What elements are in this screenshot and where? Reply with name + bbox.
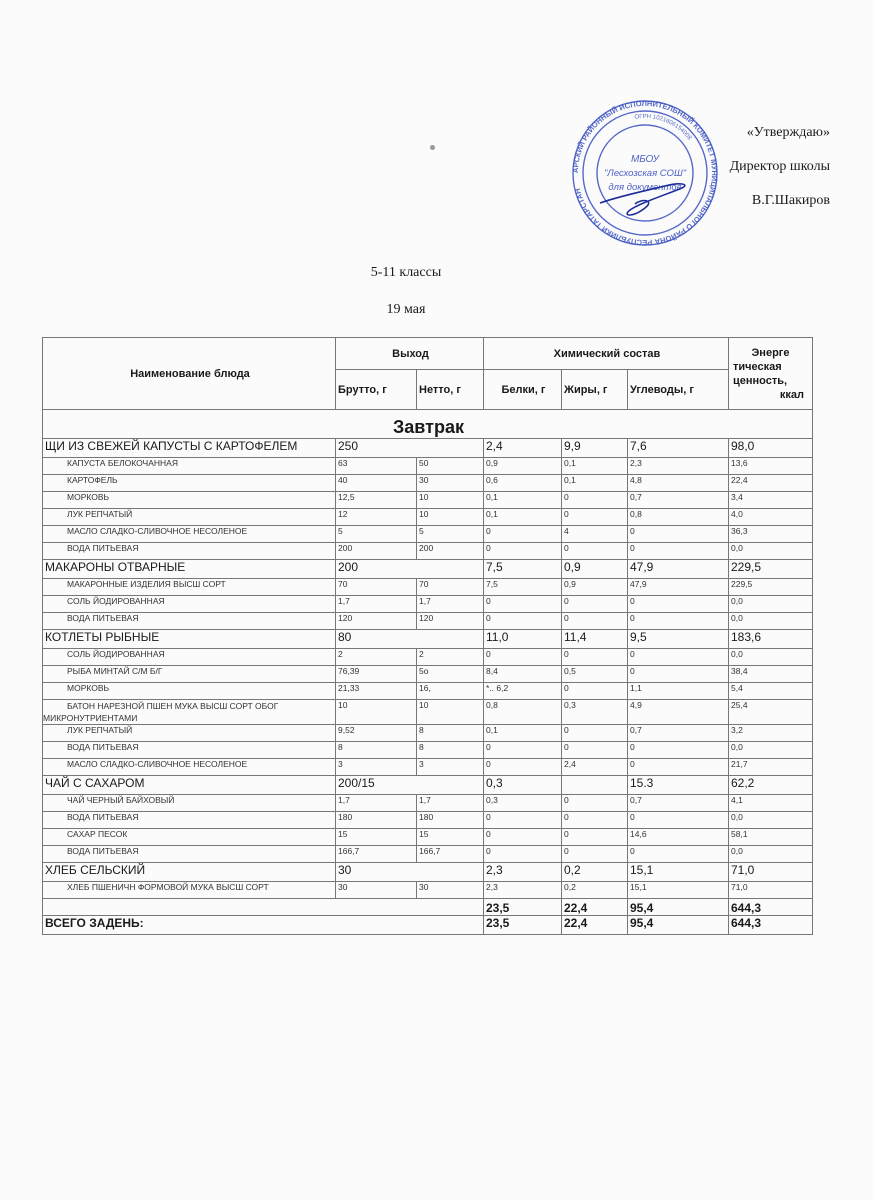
cell-energy: 36,3	[729, 526, 813, 543]
cell-proteins: 0	[484, 526, 562, 543]
cell-fats	[562, 776, 628, 795]
ingredient-row	[43, 795, 813, 812]
cell-gross: 5	[336, 526, 417, 543]
cell-gross: 180	[336, 812, 417, 829]
cell-energy: 13,6	[729, 458, 813, 475]
subtotal-row	[43, 899, 813, 916]
cell-energy: 0,0	[729, 812, 813, 829]
cell-fats: 0	[562, 509, 628, 526]
cell-gross: 63	[336, 458, 417, 475]
ingredient-name: РЫБА МИНТАЙ С/М Б/Г	[43, 666, 336, 683]
cell-proteins: 2,3	[484, 882, 562, 899]
cell-energy: 0,0	[729, 742, 813, 759]
cell-fats: 0,9	[562, 560, 628, 579]
dish-row	[43, 439, 813, 458]
cell-energy: 38,4	[729, 666, 813, 683]
cell-net: 8	[417, 725, 484, 742]
cell-output: 30	[336, 863, 484, 882]
header-chemical: Химический состав	[484, 338, 729, 370]
cell-net: 30	[417, 475, 484, 492]
ingredient-row	[43, 543, 813, 560]
dish-name: МАКАРОНЫ ОТВАРНЫЕ	[43, 560, 336, 579]
cell-energy: 58,1	[729, 829, 813, 846]
cell-fats: 0,1	[562, 458, 628, 475]
cell-net: 10	[417, 509, 484, 526]
total-row	[43, 916, 813, 935]
cell-energy: 98,0	[729, 439, 813, 458]
cell-carbs: 0,8	[628, 509, 729, 526]
cell-carbs: 9,5	[628, 630, 729, 649]
ingredient-row	[43, 458, 813, 475]
ingredient-name: СОЛЬ ЙОДИРОВАННАЯ	[43, 649, 336, 666]
stamp-ogrn: ОГРН 1021606154008	[634, 113, 693, 142]
cell-proteins: 0	[484, 613, 562, 630]
cell-carbs: 0	[628, 759, 729, 776]
stamp-purpose: для документов	[608, 182, 682, 193]
cell-gross: 1,7	[336, 596, 417, 613]
cell-output: 80	[336, 630, 484, 649]
cell-proteins: 0,9	[484, 458, 562, 475]
ingredient-row	[43, 509, 813, 526]
cell-output: 200	[336, 560, 484, 579]
cell-gross: 120	[336, 613, 417, 630]
cell-fats: 0	[562, 596, 628, 613]
cell-net: 10	[417, 700, 484, 725]
cell-gross: 30	[336, 882, 417, 899]
cell-energy: 229,5	[729, 579, 813, 596]
header-gross: Брутто, г	[336, 370, 417, 410]
ingredient-row	[43, 742, 813, 759]
cell-fats: 0	[562, 613, 628, 630]
ingredient-row	[43, 829, 813, 846]
cell-output: 250	[336, 439, 484, 458]
cell-gross: 3	[336, 759, 417, 776]
cell-net: 30	[417, 882, 484, 899]
approve-label: «Утверждаю»	[746, 125, 830, 140]
ingredient-name: ЛУК РЕПЧАТЫЙ	[43, 509, 336, 526]
cell-proteins: 0	[484, 846, 562, 863]
cell-proteins: 0,1	[484, 509, 562, 526]
header-output: Выход	[336, 338, 484, 370]
cell-proteins: 0,3	[484, 776, 562, 795]
approver-position: Директор школы	[729, 159, 830, 174]
cell-gross: 1,7	[336, 795, 417, 812]
ingredient-row	[43, 683, 813, 700]
cell-proteins: 7,5	[484, 579, 562, 596]
cell-gross: 15	[336, 829, 417, 846]
cell-proteins: 2,3	[484, 863, 562, 882]
cell-gross: 10	[336, 700, 417, 725]
cell-carbs: 7,6	[628, 439, 729, 458]
cell-fats: 0	[562, 649, 628, 666]
cell-carbs: 4,8	[628, 475, 729, 492]
ingredient-name: БАТОН НАРЕЗНОЙ ПШЕН МУКА ВЫСШ СОРТ ОБОГ МИКРОНУТРИЕНТАМИ	[43, 700, 336, 725]
ingredient-name: МОРКОВЬ	[43, 683, 336, 700]
dish-row	[43, 630, 813, 649]
ingredient-name: КАРТОФЕЛЬ	[43, 475, 336, 492]
cell-gross: 8	[336, 742, 417, 759]
cell-fats: 0,3	[562, 700, 628, 725]
header-dish-name: Наименование блюда	[43, 338, 336, 410]
cell-carbs: 0,7	[628, 725, 729, 742]
scan-artifact	[430, 145, 435, 150]
cell-energy: 62,2	[729, 776, 813, 795]
ingredient-row	[43, 725, 813, 742]
cell-net: 5о	[417, 666, 484, 683]
cell-proteins: 0,1	[484, 725, 562, 742]
header-net: Нетто, г	[417, 370, 484, 410]
cell-fats: 11,4	[562, 630, 628, 649]
cell-fats: 0	[562, 795, 628, 812]
cell-energy: 3,4	[729, 492, 813, 509]
ingredient-name: САХАР ПЕСОК	[43, 829, 336, 846]
cell-energy: 229,5	[729, 560, 813, 579]
total-row-carbs: 95,4	[628, 916, 729, 935]
cell-fats: 0	[562, 543, 628, 560]
ingredient-row	[43, 649, 813, 666]
dish-row	[43, 863, 813, 882]
ingredient-row	[43, 882, 813, 899]
cell-net: 180	[417, 812, 484, 829]
ingredient-name: МОРКОВЬ	[43, 492, 336, 509]
cell-proteins: 0,1	[484, 492, 562, 509]
cell-carbs: 14,6	[628, 829, 729, 846]
header-fats: Жиры, г	[562, 370, 628, 410]
cell-fats: 0,5	[562, 666, 628, 683]
cell-carbs: 0	[628, 613, 729, 630]
cell-energy: 5,4	[729, 683, 813, 700]
cell-fats: 4	[562, 526, 628, 543]
header-proteins: Белки, г	[484, 370, 562, 410]
cell-proteins: 2,4	[484, 439, 562, 458]
cell-carbs: 0,7	[628, 795, 729, 812]
ingredient-name: ВОДА ПИТЬЕВАЯ	[43, 846, 336, 863]
cell-gross: 40	[336, 475, 417, 492]
ingredient-row	[43, 596, 813, 613]
cell-proteins: 0	[484, 596, 562, 613]
cell-net: 2	[417, 649, 484, 666]
subtotal-row-energy: 644,3	[729, 899, 813, 916]
cell-net: 16,	[417, 683, 484, 700]
section-breakfast: Завтрак	[43, 410, 813, 439]
cell-proteins: 0	[484, 812, 562, 829]
cell-net: 120	[417, 613, 484, 630]
cell-fats: 0,1	[562, 475, 628, 492]
cell-gross: 200	[336, 543, 417, 560]
ingredient-row	[43, 759, 813, 776]
subtotal-row-proteins: 23,5	[484, 899, 562, 916]
ingredient-row	[43, 492, 813, 509]
stamp-school: "Лесхозская СОШ"	[603, 168, 687, 179]
cell-output: 200/15	[336, 776, 484, 795]
stamp-outer-text: АРСКИЙ РАЙОННЫЙ ИСПОЛНИТЕЛЬНЫЙ КОМИТЕТ МУНИЦИПАЛЬНОГО РАЙОНА РЕСПУБЛИКИ ТАТАРСТАН	[570, 98, 720, 248]
dish-row	[43, 560, 813, 579]
dish-name: ХЛЕБ СЕЛЬСКИЙ	[43, 863, 336, 882]
cell-net: 15	[417, 829, 484, 846]
cell-carbs: 0	[628, 526, 729, 543]
cell-energy: 0,0	[729, 543, 813, 560]
cell-net: 200	[417, 543, 484, 560]
cell-net: 166,7	[417, 846, 484, 863]
cell-energy: 183,6	[729, 630, 813, 649]
ingredient-name: КАПУСТА БЕЛОКОЧАННАЯ	[43, 458, 336, 475]
cell-proteins: 0	[484, 759, 562, 776]
cell-gross: 12,5	[336, 492, 417, 509]
cell-gross: 166,7	[336, 846, 417, 863]
cell-fats: 0,2	[562, 882, 628, 899]
cell-energy: 25,4	[729, 700, 813, 725]
ingredient-name: ЛУК РЕПЧАТЫЙ	[43, 725, 336, 742]
ingredient-name: МАКАРОННЫЕ ИЗДЕЛИЯ ВЫСШ СОРТ	[43, 579, 336, 596]
ingredient-name: ВОДА ПИТЬЕВАЯ	[43, 543, 336, 560]
cell-net: 1,7	[417, 795, 484, 812]
dish-row	[43, 776, 813, 795]
cell-carbs: 15.3	[628, 776, 729, 795]
stamp-org: МБОУ	[630, 154, 660, 165]
cell-fats: 0,9	[562, 579, 628, 596]
cell-proteins: 0,3	[484, 795, 562, 812]
cell-fats: 0	[562, 492, 628, 509]
cell-net: 50	[417, 458, 484, 475]
cell-carbs: 15,1	[628, 863, 729, 882]
ingredient-row	[43, 700, 813, 725]
ingredient-row	[43, 666, 813, 683]
cell-net: 10	[417, 492, 484, 509]
cell-fats: 0	[562, 829, 628, 846]
cell-fats: 0	[562, 846, 628, 863]
cell-net: 1,7	[417, 596, 484, 613]
cell-proteins: 0	[484, 543, 562, 560]
cell-carbs: 0	[628, 812, 729, 829]
cell-net: 8	[417, 742, 484, 759]
cell-energy: 21,7	[729, 759, 813, 776]
cell-gross: 21,33	[336, 683, 417, 700]
menu-table	[42, 337, 813, 935]
header-energy: Энерге тическая ценность, ккал	[729, 338, 813, 410]
ingredient-name: ВОДА ПИТЬЕВАЯ	[43, 812, 336, 829]
ingredient-name: ВОДА ПИТЬЕВАЯ	[43, 613, 336, 630]
grades-title: 5-11 классы	[370, 265, 442, 280]
cell-carbs: 0	[628, 666, 729, 683]
cell-energy: 4,0	[729, 509, 813, 526]
ingredient-name: СОЛЬ ЙОДИРОВАННАЯ	[43, 596, 336, 613]
cell-proteins: *.. 6,2	[484, 683, 562, 700]
cell-carbs: 0	[628, 596, 729, 613]
date-title: 19 мая	[386, 302, 426, 317]
official-stamp	[570, 98, 720, 248]
cell-energy: 22,4	[729, 475, 813, 492]
ingredient-row	[43, 846, 813, 863]
cell-carbs: 2,3	[628, 458, 729, 475]
cell-carbs: 0	[628, 649, 729, 666]
cell-carbs: 0	[628, 742, 729, 759]
cell-gross: 2	[336, 649, 417, 666]
cell-proteins: 0	[484, 649, 562, 666]
cell-carbs: 0	[628, 846, 729, 863]
cell-carbs: 4,9	[628, 700, 729, 725]
cell-gross: 12	[336, 509, 417, 526]
cell-carbs: 47,9	[628, 560, 729, 579]
cell-proteins: 0	[484, 742, 562, 759]
cell-proteins: 11,0	[484, 630, 562, 649]
approver-name: В.Г.Шакиров	[751, 193, 830, 208]
total-row-fats: 22,4	[562, 916, 628, 935]
dish-name: КОТЛЕТЫ РЫБНЫЕ	[43, 630, 336, 649]
cell-energy: 3,2	[729, 725, 813, 742]
cell-proteins: 0	[484, 829, 562, 846]
total-row-energy: 644,3	[729, 916, 813, 935]
cell-gross: 9,52	[336, 725, 417, 742]
cell-carbs: 15,1	[628, 882, 729, 899]
subtotal-row-label	[43, 899, 484, 916]
cell-carbs: 47,9	[628, 579, 729, 596]
subtotal-row-carbs: 95,4	[628, 899, 729, 916]
cell-fats: 0,2	[562, 863, 628, 882]
cell-energy: 0,0	[729, 649, 813, 666]
ingredient-name: МАСЛО СЛАДКО-СЛИВОЧНОЕ НЕСОЛЕНОЕ	[43, 526, 336, 543]
ingredient-row	[43, 526, 813, 543]
cell-net: 3	[417, 759, 484, 776]
cell-fats: 9,9	[562, 439, 628, 458]
cell-energy: 71,0	[729, 863, 813, 882]
cell-fats: 0	[562, 725, 628, 742]
ingredient-name: ВОДА ПИТЬЕВАЯ	[43, 742, 336, 759]
cell-fats: 0	[562, 683, 628, 700]
cell-energy: 4,1	[729, 795, 813, 812]
cell-carbs: 1,1	[628, 683, 729, 700]
cell-energy: 0,0	[729, 613, 813, 630]
ingredient-row	[43, 475, 813, 492]
cell-fats: 0	[562, 812, 628, 829]
subtotal-row-fats: 22,4	[562, 899, 628, 916]
cell-carbs: 0,7	[628, 492, 729, 509]
cell-fats: 2,4	[562, 759, 628, 776]
cell-proteins: 0,6	[484, 475, 562, 492]
cell-proteins: 0,8	[484, 700, 562, 725]
dish-name: ЧАЙ С САХАРОМ	[43, 776, 336, 795]
cell-energy: 0,0	[729, 846, 813, 863]
cell-fats: 0	[562, 742, 628, 759]
cell-net: 70	[417, 579, 484, 596]
ingredient-name: ХЛЕБ ПШЕНИЧН ФОРМОВОЙ МУКА ВЫСШ СОРТ	[43, 882, 336, 899]
cell-energy: 0,0	[729, 596, 813, 613]
dish-name: ЩИ ИЗ СВЕЖЕЙ КАПУСТЫ С КАРТОФЕЛЕМ	[43, 439, 336, 458]
cell-gross: 70	[336, 579, 417, 596]
ingredient-name: МАСЛО СЛАДКО-СЛИВОЧНОЕ НЕСОЛЕНОЕ	[43, 759, 336, 776]
cell-proteins: 8,4	[484, 666, 562, 683]
cell-carbs: 0	[628, 543, 729, 560]
ingredient-name: ЧАЙ ЧЕРНЫЙ БАЙХОВЫЙ	[43, 795, 336, 812]
ingredient-row	[43, 579, 813, 596]
total-row-proteins: 23,5	[484, 916, 562, 935]
header-carbs: Углеводы, г	[628, 370, 729, 410]
cell-net: 5	[417, 526, 484, 543]
cell-proteins: 7,5	[484, 560, 562, 579]
total-row-label: ВСЕГО ЗАДЕНЬ:	[43, 916, 484, 935]
cell-gross: 76,39	[336, 666, 417, 683]
cell-energy: 71,0	[729, 882, 813, 899]
ingredient-row	[43, 613, 813, 630]
ingredient-row	[43, 812, 813, 829]
